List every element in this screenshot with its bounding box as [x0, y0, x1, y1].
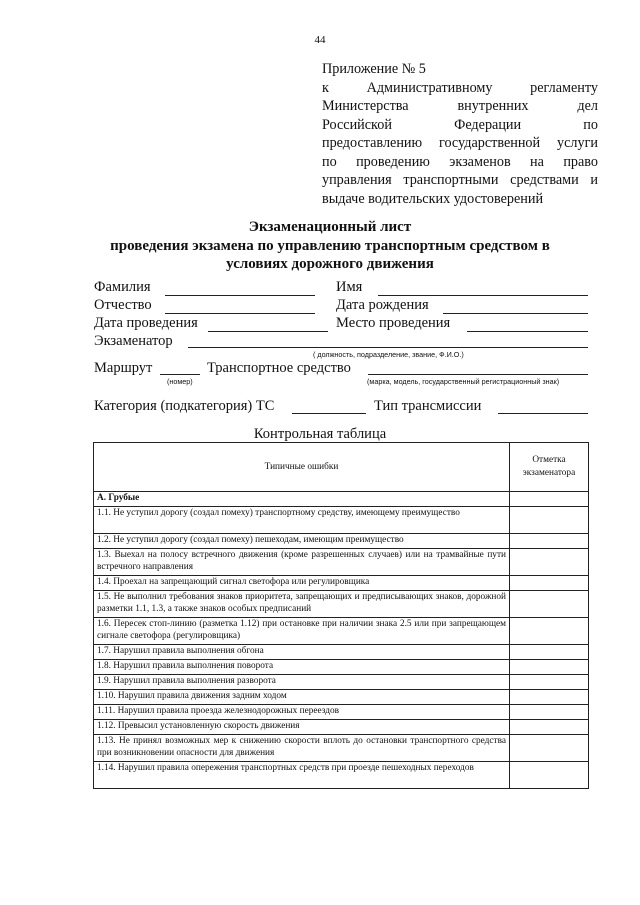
table-header-row [94, 443, 589, 492]
error-text: 1.6. Пересек стоп-линию (разметка 1.12) при остановке при наличии знака 2.5 или при запрещающем сигнале светофора (регулировщика) [94, 618, 510, 645]
examiner-field[interactable] [188, 347, 588, 348]
route-field[interactable] [160, 374, 200, 375]
appendix-line: управления транспортными средствами и [322, 172, 598, 188]
error-text: 1.12. Превысил установленную скорость движения [94, 720, 510, 735]
error-text: 1.3. Выехал на полосу встречного движения (кроме разрешенных случаев) или на трамвайные пути встречного направления [94, 549, 510, 576]
surname-field[interactable] [165, 295, 315, 296]
patronymic-field[interactable] [165, 313, 315, 314]
examiner-label: Экзаменатор [94, 333, 173, 349]
error-text: 1.2. Не уступил дорогу (создал помеху) пешеходам, имеющим преимущество [94, 534, 510, 549]
document-title [60, 218, 600, 274]
mark-cell[interactable] [510, 720, 589, 735]
appendix-header [322, 60, 598, 208]
error-text: 1.10. Нарушил правила движения задним ходом [94, 690, 510, 705]
category-field[interactable] [292, 413, 366, 414]
mark-header-line: экзаменатора [522, 468, 576, 478]
errors-column-header: Типичные ошибки [94, 443, 510, 492]
table-row [94, 591, 589, 618]
examiner-hint: ( должность, подразделение, звание, Ф.И.О.) [313, 350, 464, 359]
table-row [94, 762, 589, 789]
appendix-line: выдаче водительских удостоверений [322, 190, 544, 207]
mark-cell[interactable] [510, 618, 589, 645]
error-text: 1.5. Не выполнил требования знаков приоритета, запрещающих и предписывающих знаков, дорожной разметки 1.1, 1.3, а также знаков особых предписаний [94, 591, 510, 618]
mark-cell[interactable] [510, 534, 589, 549]
appendix-line: к Административному регламенту [322, 79, 598, 96]
mark-cell[interactable] [510, 591, 589, 618]
table-row [94, 735, 589, 762]
route-label: Маршрут [94, 360, 153, 376]
mark-cell[interactable] [510, 549, 589, 576]
error-text: 1.4. Проехал на запрещающий сигнал светофора или регулировщика [94, 576, 510, 591]
mark-cell[interactable] [510, 762, 589, 789]
table-row [94, 507, 589, 534]
error-text: 1.11. Нарушил правила проезда железнодорожных переездов [94, 705, 510, 720]
control-table [93, 442, 589, 789]
table-row [94, 534, 589, 549]
mark-cell[interactable] [510, 645, 589, 660]
table-row [94, 690, 589, 705]
appendix-line: Российской Федерации по [322, 116, 598, 133]
exam-place-label: Место проведения [336, 315, 451, 331]
table-row [94, 705, 589, 720]
mark-cell[interactable] [510, 660, 589, 675]
exam-date-label: Дата проведения [94, 315, 198, 331]
patronymic-label: Отчество [94, 297, 152, 313]
appendix-line: Министерства внутренних дел [322, 98, 598, 114]
title-line: Экзаменационный лист [248, 219, 412, 235]
error-text: 1.14. Нарушил правила опережения транспортных средств при проезде пешеходных переходов [94, 762, 510, 789]
error-text: 1.8. Нарушил правила выполнения поворота [94, 660, 510, 675]
transmission-label: Тип трансмиссии [374, 398, 482, 414]
surname-label: Фамилия [94, 279, 151, 295]
vehicle-label: Транспортное средство [207, 360, 351, 376]
table-row [94, 675, 589, 690]
vehicle-hint: (марка, модель, государственный регистрационный знак) [367, 377, 560, 386]
mark-cell[interactable] [510, 705, 589, 720]
error-text: 1.9. Нарушил правила выполнения разворота [94, 675, 510, 690]
table-row [94, 576, 589, 591]
title-line: условиях дорожного движения [226, 256, 434, 272]
exam-date-field[interactable] [208, 331, 328, 332]
category-label: Категория (подкатегория) ТС [94, 398, 275, 414]
appendix-line: Приложение № 5 [322, 61, 426, 77]
mark-cell[interactable] [510, 576, 589, 591]
mark-header-line: Отметка [532, 455, 566, 465]
vehicle-field[interactable] [368, 374, 588, 375]
table-row [94, 660, 589, 675]
title-line: проведения экзамена по управлению транспортным средством в [110, 237, 550, 254]
error-text: 1.13. Не принял возможных мер к снижению скорости вплоть до остановки транспортного средства при возникновении опасности для движения [94, 735, 510, 762]
transmission-field[interactable] [498, 413, 588, 414]
control-table-title: Контрольная таблица [253, 426, 387, 442]
mark-cell[interactable] [510, 507, 589, 534]
mark-cell[interactable] [510, 690, 589, 705]
birth-date-field[interactable] [443, 313, 588, 314]
appendix-line: по проведению экзаменов на право [322, 153, 598, 170]
name-label: Имя [336, 279, 363, 295]
mark-column-header [510, 443, 589, 492]
name-field[interactable] [378, 295, 588, 296]
section-label: А. Грубые [94, 492, 510, 507]
appendix-line: предоставлению государственной услуги [322, 135, 598, 151]
page-number: 44 [314, 34, 326, 46]
mark-cell[interactable] [510, 675, 589, 690]
route-hint: (номер) [167, 377, 193, 386]
mark-cell[interactable] [510, 492, 589, 507]
table-row [94, 618, 589, 645]
mark-cell[interactable] [510, 735, 589, 762]
error-text: 1.7. Нарушил правила выполнения обгона [94, 645, 510, 660]
table-row [94, 549, 589, 576]
birth-date-label: Дата рождения [336, 297, 429, 313]
error-text: 1.1. Не уступил дорогу (создал помеху) транспортному средству, имеющему преимущество [94, 507, 510, 534]
table-row [94, 720, 589, 735]
exam-place-field[interactable] [467, 331, 588, 332]
table-row [94, 645, 589, 660]
section-row [94, 492, 589, 507]
